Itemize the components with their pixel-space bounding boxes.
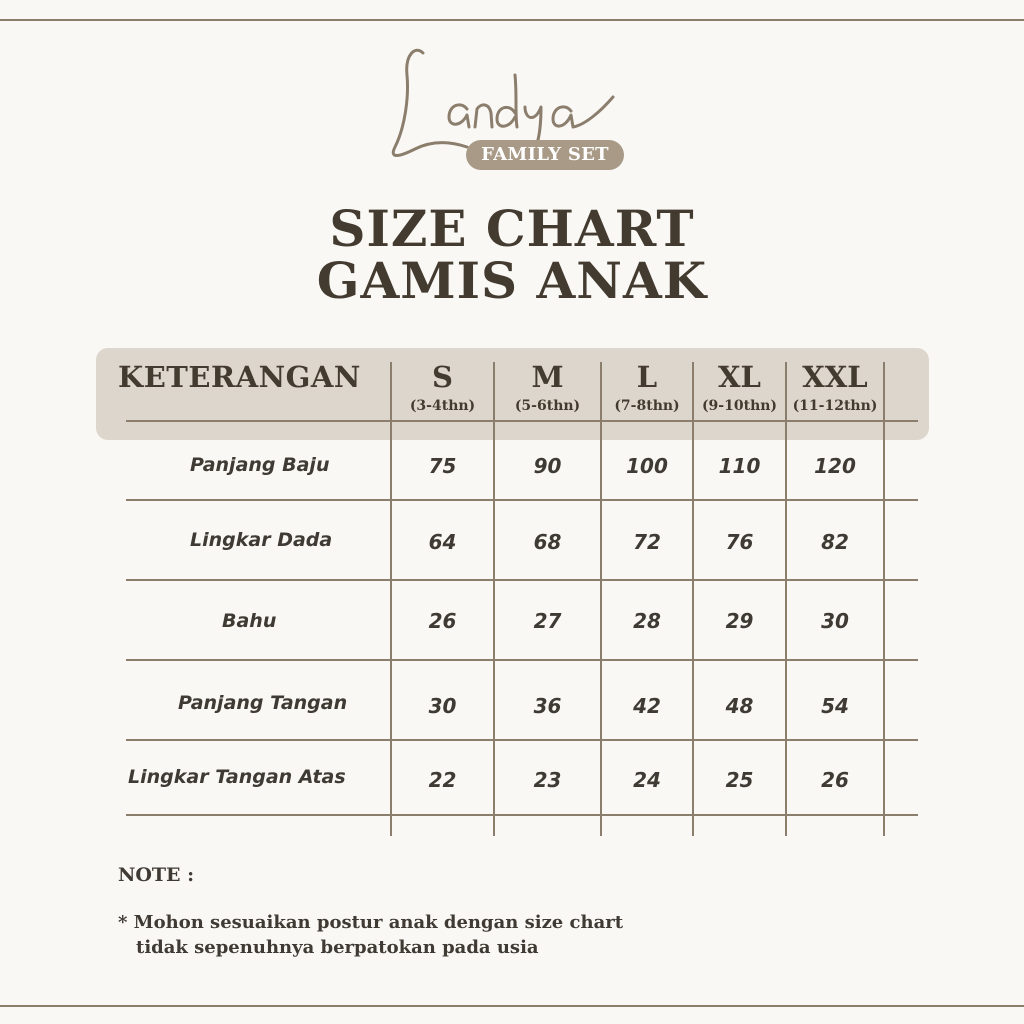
row-label-panjang-tangan: Panjang Tangan (178, 692, 348, 714)
table-cell: 54 (821, 694, 849, 718)
table-cell: 64 (428, 530, 457, 554)
table-column-divider (600, 362, 602, 836)
table-cell: 28 (633, 609, 661, 633)
header-size-s: S (432, 360, 453, 394)
header-size-xl: XL (718, 360, 761, 394)
page-title-line2: GAMIS ANAK (316, 251, 708, 310)
table-cell: 76 (725, 530, 754, 554)
table-row-divider (126, 739, 918, 741)
header-size-l: L (636, 360, 658, 394)
header-size-xxl: XXL (802, 360, 868, 394)
brand-logo (0, 0, 1024, 180)
note-text-line1: * Mohon sesuaikan postur anak dengan size chart (118, 912, 624, 933)
bottom-border-line (0, 1005, 1024, 1007)
table-cell: 26 (428, 609, 457, 633)
row-label-panjang-baju: Panjang Baju (190, 454, 330, 476)
table-row-divider (126, 659, 918, 661)
table-bottom-line (126, 814, 918, 816)
row-label-lingkar-dada: Lingkar Dada (190, 529, 333, 551)
note-text-line2: tidak sepenuhnya berpatokan pada usia (136, 937, 539, 958)
table-cell: 48 (725, 694, 754, 718)
table-cell: 110 (718, 454, 761, 478)
note-label: NOTE : (118, 864, 195, 886)
table-cell: 23 (533, 768, 562, 792)
brand-tagline-badge: FAMILY SET (466, 140, 624, 170)
table-cell: 30 (428, 694, 457, 718)
table-column-divider (785, 362, 787, 836)
table-cell: 29 (725, 609, 754, 633)
header-age-l: (7-8thn) (614, 398, 680, 414)
table-cell: 82 (821, 530, 849, 554)
table-cell: 27 (533, 609, 562, 633)
table-column-divider (493, 362, 495, 836)
table-header-divider (126, 420, 918, 422)
table-row-divider (126, 499, 918, 501)
page-title-line1: SIZE CHART (329, 199, 695, 258)
header-age-m: (5-6thn) (514, 398, 581, 414)
table-column-divider (692, 362, 694, 836)
table-cell: 72 (633, 530, 661, 554)
header-age-xxl: (11-12thn) (792, 398, 878, 414)
table-cell: 90 (533, 454, 562, 478)
header-size-m: M (531, 360, 564, 394)
table-cell: 24 (633, 768, 661, 792)
table-cell: 120 (814, 454, 856, 478)
table-column-divider (883, 362, 885, 836)
table-cell: 25 (725, 768, 754, 792)
row-label-lingkar-tangan-atas: Lingkar Tangan Atas (128, 766, 346, 788)
table-cell: 75 (428, 454, 457, 478)
table-cell: 26 (821, 768, 849, 792)
row-label-bahu: Bahu (222, 610, 277, 632)
header-age-xl: (9-10thn) (701, 398, 778, 414)
table-cell: 30 (821, 609, 849, 633)
table-cell: 100 (626, 454, 668, 478)
table-row-divider (126, 579, 918, 581)
header-age-s: (3-4thn) (409, 398, 476, 414)
header-keterangan: KETERANGAN (118, 360, 361, 394)
table-cell: 42 (633, 694, 661, 718)
table-cell: 36 (533, 694, 562, 718)
table-cell: 22 (428, 768, 457, 792)
table-column-divider (390, 362, 392, 836)
table-cell: 68 (533, 530, 562, 554)
